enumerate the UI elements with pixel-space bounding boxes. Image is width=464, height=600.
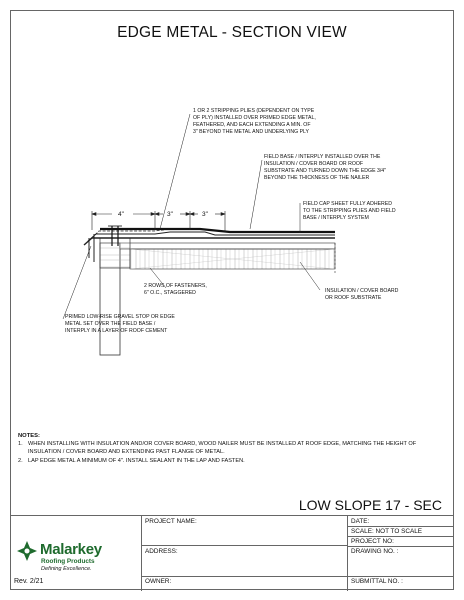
svg-text:OF PLY) INSTALLED OVER PRIMED: OF PLY) INSTALLED OVER PRIMED EDGE METAL, — [193, 115, 316, 121]
project-no-label: PROJECT NO: — [351, 538, 394, 545]
submittal-no-label: SUBMITTAL NO. : — [351, 578, 403, 585]
date-label: DATE: — [351, 518, 370, 525]
insulation-board — [130, 249, 335, 269]
note-number: 1. — [18, 441, 23, 448]
divider — [347, 576, 454, 577]
notes-section — [18, 432, 448, 465]
note-text: LAP EDGE METAL A MINIMUM OF 4". INSTALL SEALANT IN THE LAP AND FASTEN. — [28, 457, 245, 464]
detail-number: LOW SLOPE 17 - SEC — [298, 497, 442, 513]
callout-cap-sheet — [303, 201, 396, 221]
svg-text:INTERPLY IN A LAYER OF ROOF CE: INTERPLY IN A LAYER OF ROOF CEMENT — [65, 328, 168, 334]
owner-label: OWNER: — [145, 578, 172, 585]
svg-text:BEYOND THE THICKNESS OF THE NA: BEYOND THE THICKNESS OF THE NAILER — [264, 175, 370, 181]
svg-text:METAL SET OVER THE FIELD BASE: METAL SET OVER THE FIELD BASE / — [65, 321, 156, 327]
notes-header: NOTES: — [18, 433, 40, 439]
svg-text:FEATHERED, AND EACH EXTENDING: FEATHERED, AND EACH EXTENDING A MIN. OF — [193, 122, 311, 128]
callout-field-base — [264, 154, 386, 181]
svg-text:3" BEYOND THE METAL AND UNDERL: 3" BEYOND THE METAL AND UNDERLYING PLY — [193, 129, 309, 135]
divider — [347, 526, 454, 527]
divider — [347, 546, 454, 547]
note-item — [18, 440, 448, 456]
svg-text:6" O.C., STAGGERED: 6" O.C., STAGGERED — [144, 290, 196, 296]
dimension-label: 4" — [118, 211, 124, 218]
divider — [141, 545, 347, 546]
title-block — [10, 515, 454, 590]
note-text: WHEN INSTALLING WITH INSULATION AND/OR COVER BOARD, WOOD NAILER MUST BE INSTALLED AT ROOF EDGE, MATCHING THE HEIGHT OF INSULATION / COVER BOARD AND EXTENDING PAST FLANGE OF METAL. — [28, 441, 417, 456]
logo-name: Malarkey — [40, 541, 102, 558]
revision-label: Rev. 2/21 — [14, 578, 44, 585]
callout-stripping-plies — [193, 108, 316, 135]
logo-tagline: Defining Excellence. — [41, 566, 92, 572]
callout-insulation — [325, 288, 399, 301]
callout-gravel-stop — [65, 314, 175, 334]
svg-text:INSULATION / COVER BOARD: INSULATION / COVER BOARD — [325, 288, 399, 294]
project-name-label: PROJECT NAME: — [145, 518, 197, 525]
wood-nailer — [100, 238, 130, 268]
note-number: 2. — [18, 457, 23, 464]
scale-label: SCALE: NOT TO SCALE — [351, 528, 423, 535]
svg-text:TO THE STRIPPING PLIES AND FIE: TO THE STRIPPING PLIES AND FIELD — [303, 208, 396, 214]
svg-text:1 OR 2 STRIPPING PLIES (DEPEND: 1 OR 2 STRIPPING PLIES (DEPENDENT ON TYPE — [193, 108, 315, 114]
divider — [347, 536, 454, 537]
svg-text:BASE / INTERPLY SYSTEM: BASE / INTERPLY SYSTEM — [303, 215, 369, 221]
drawing-title: EDGE METAL - SECTION VIEW — [117, 24, 347, 41]
svg-text:SUBSTRATE AND TURNED DOWN THE: SUBSTRATE AND TURNED DOWN THE EDGE 3/4" — [264, 168, 387, 174]
divider — [141, 576, 347, 577]
dimension-label: 3" — [167, 211, 173, 218]
callout-fasteners — [144, 283, 207, 296]
svg-text:PRIMED LOW-RISE GRAVEL STOP OR: PRIMED LOW-RISE GRAVEL STOP OR EDGE — [65, 314, 175, 320]
logo-subtitle: Roofing Products — [41, 558, 95, 565]
malarkey-logo-mark-icon — [16, 540, 38, 562]
svg-text:INSULATION / COVER BOARD OR RO: INSULATION / COVER BOARD OR ROOF — [264, 161, 364, 167]
svg-text:FIELD BASE / INTERPLY INSTALLE: FIELD BASE / INTERPLY INSTALLED OVER THE — [264, 154, 381, 160]
address-label: ADDRESS: — [145, 548, 178, 555]
svg-text:OR ROOF SUBSTRATE: OR ROOF SUBSTRATE — [325, 295, 382, 301]
dimension-label: 3" — [202, 211, 208, 218]
svg-text:2 ROWS OF FASTENERS,: 2 ROWS OF FASTENERS, — [144, 283, 207, 289]
drawing-no-label: DRAWING NO. : — [351, 548, 399, 555]
svg-text:FIELD CAP SHEET FULLY ADHERED: FIELD CAP SHEET FULLY ADHERED — [303, 201, 392, 207]
note-item — [18, 457, 448, 465]
